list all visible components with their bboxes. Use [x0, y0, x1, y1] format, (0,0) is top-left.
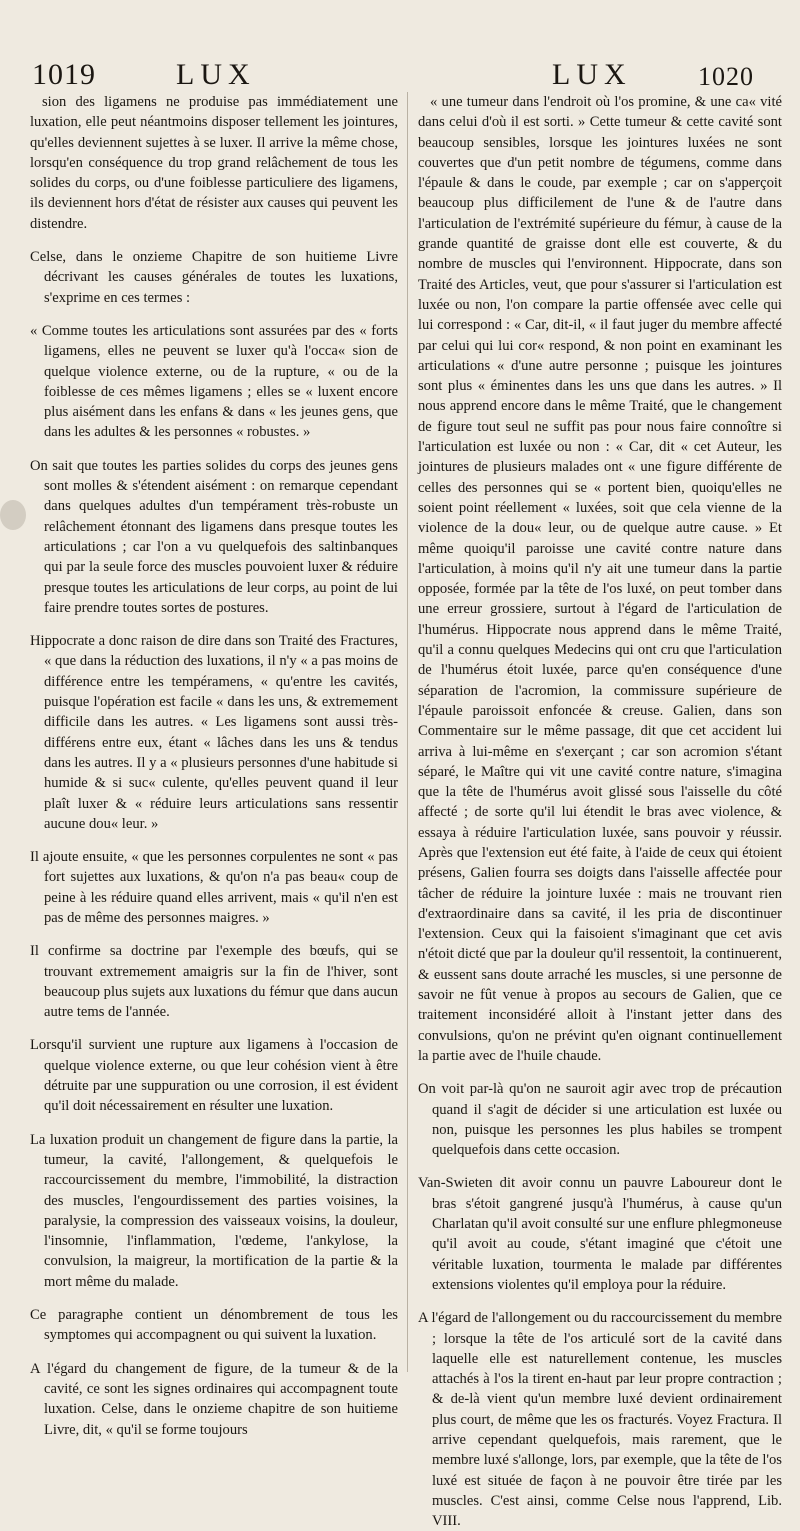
paragraph: Hippocrate a donc raison de dire dans son Traité des Fractures, « que dans la réduction des luxations, il n'y « a pas moins de différence entre les tempéramens, « qu'entre les cavités, puisque l'opération est facile « dans les uns, & extremement difficile dans les autres. « Les ligamens sont aussi très-différens entre eux, étant « lâches dans les uns & tendus dans les autres. Il y a « plusieurs personnes d'une habitude si humide & si suc« culente, qu'elles peuvent quand il leur plaît luxer & « réduire leurs articulations sans ressentir aucune dou« leur. » [30, 633, 398, 832]
paragraph: sion des ligamens ne produise pas immédiatement une luxation, elle peut néantmoins disposer tellement les jointures, qu'elles deviennent sujettes à se luxer. Il arrive la même chose, lorsqu'en conséquence du trop grand relâchement de tous les solides du corps, ou d'une foiblesse particuliere des ligamens, ils deviennent hors d'état de résister aux causes qui peuvent les distendre. [30, 94, 398, 232]
page-number-right: 1020 [698, 62, 754, 91]
paragraph: On voit par-là qu'on ne sauroit agir avec trop de précaution quand il s'agit de décider si une articulation est luxée ou non, puisque les personnes les plus habiles se trompent quelquefois dans cette occasion. [418, 1081, 782, 1159]
paragraph: A l'égard de l'allongement ou du raccourcissement du membre ; lorsque la tête de l'os articulé sort de la cavité dans laquelle elle est naturellement contenue, les muscles attachés à l'os la tirent en-haut par leur propre contraction ; & de-là vient qu'un membre luxé devient ordinairement plus court, de même que les os fracturés. Voyez Fractura. Il arrive cependant quelquefois, mais rarement, que le membre luxé s'allonge, lors, par exemple, que la tête de l'os luxé est située de façon à ne pouvoir être tirée par les muscles. C'est ainsi, comme Celse nous l'apprend, Lib. VIII. [418, 1310, 782, 1530]
paragraph: Celse, dans le onzieme Chapitre de son huitieme Livre décrivant les causes générales de toutes les luxations, s'exprime en ces termes : [30, 249, 398, 306]
column-divider [407, 92, 408, 1372]
running-title-left: LUX [176, 58, 256, 91]
paragraph: La luxation produit un changement de figure dans la partie, la tumeur, la cavité, l'allongement, & quelquefois le raccourcissement du membre, l'immobilité, la distraction des muscles, l'engourdissement des parties voisines, la paralysie, la compression des vaisseaux voisins, la douleur, l'insomnie, l'inflammation, l'œdeme, l'ankylose, la convulsion, la maigreur, la mortification de la partie & la mort même du malade. [30, 1131, 398, 1290]
page-number-left: 1019 [32, 58, 96, 91]
paragraph: Lorsqu'il survient une rupture aux ligamens à l'occasion de quelque violence externe, ou que leur cohésion vient à être détruite par une suppuration ou une corrosion, il est évident qu'il doit nécessairement en résulter une luxation. [30, 1037, 398, 1115]
quotation: « Comme toutes les articulations sont assurées par des « forts ligamens, elles ne peuvent se luxer qu'à l'occa« sion de quelque violence externe, ou de la rupture, « ou de la foiblesse de ces mêmes ligamens ; elles se « luxent encore plus aisément dans les enfans & dans « les jeunes gens, que dans les adultes & les personnes « robustes. » [30, 322, 398, 441]
paragraph: Il ajoute ensuite, « que les personnes corpulentes ne sont « pas fort sujettes aux luxations, & qu'on n'a pas beau« coup de peine à les réduire quand elles arrivent, mais « qu'il n'en est pas de même des personnes maigres. » [30, 849, 398, 926]
paragraph: Van-Swieten dit avoir connu un pauvre Laboureur dont le bras s'étoit gangrené jusqu'à l'humérus, à cause qu'un Charlatan qu'il avoit consulté sur une enflure phlegmoneuse qu'il avoit au coude, s'étant imaginé que c'étoit une véritable luxation, tourmenta le malade par différentes extensions violentes qu'il employa pour la réduire. [418, 1175, 782, 1293]
right-column [418, 92, 782, 1530]
running-header [0, 58, 800, 92]
paragraph: On sait que toutes les parties solides du corps des jeunes gens sont molles & s'étendent aisément : on remarque cependant dans quelques adultes d'un tempérament très-robuste un relâchement étonnant des ligamens dans presque toutes les articulations ; car l'on a vu quelquefois des saltinbanques qui par la seule force des muscles pouvoient luxer & réduire presque toutes les articulations de leur corps, au point de lui faire prendre toutes sortes de postures. [30, 457, 398, 616]
paragraph: A l'égard du changement de figure, de la tumeur & de la cavité, ce sont les signes ordinaires qui accompagnent toute luxation. Celse, dans le onzieme chapitre de son huitieme Livre, dit, « qu'il se forme toujours [30, 1360, 398, 1438]
paragraph: « une tumeur dans l'endroit où l'os promine, & une ca« vité dans celui d'où il est sorti. » Cette tumeur & cette cavité sont beaucoup sensibles, lorsque les jointures luxées ne sont couvertes que d'un petit nombre de tégumens, comme dans l'épaule & dans le coude, par exemple ; car on s'apperçoit beaucoup plus difficilement de l'une & de l'autre dans l'articulation de l'extrémité supérieure du fémur, à cause de la grande quantité de graisse dont elle est couverte, & du nombre de muscles qui l'environnent. Hippocrate, dans son Traité des Articles, veut, que pour s'assurer si l'articulation est luxée ou non, l'on compare la partie offensée avec celle qui lui correspond : « Car, dit-il, « il faut juger du membre affecté par celui qui lui cor« respond, & non point en examinant les articulations « d'une autre personne ; puisque les jointures sont plus « éminentes dans les uns que dans les autres. » Il nous apprend encore dans le même Traité, que le changement de figure tout seul ne suffit pas pour nous faire connoître si l'articulation est luxée ou non : « Car, dit « cet Auteur, les jointures de plusieurs malades ont « une figure différente de celles des personnes qui se « portent bien, quoiqu'elles ne soient point réellement « luxées, soit que cela vienne de la violence de la dou« leur, ou de quelque autre cause. » Et même quoiqu'il paroisse une cavité contre nature dans l'articulation, à moins qu'il n'y ait une tumeur dans la partie opposée, formée par la tête de l'os luxé, on peut tomber dans une erreur grossiere, surtout à l'égard de l'articulation de l'humérus. Hippocrate nous apprend dans le même Traité, qu'il a connu quelques Medecins qui ont cru que l'articulation de l'humérus étoit luxée, parce qu'en conséquence d'une séparation de l'acromion, la commissure supérieure de l'épaule paroissoit enfoncée & creuse. Galien, dans son Commentaire sur le même passage, dit que cet accident lui arriva à lui-même en s'exerçant ; car son acromion s'étant séparé, le Maître qui vit une cavité contre nature, s'imagina que la tête de l'humérus avoit glissé sous l'aisselle du côté affecté ; de sorte qu'il lui étendit le bras avec violence, & essaya à réduire l'articulation luxée, sans pouvoir y réussir. Après que l'extension eut été faite, à l'aide de ceux qui étoient présens, Galien fourra ses doigts dans l'aisselle affectée pour tâcher de réduire la jointure luxée : mais ne trouvant rien d'extraordinaire dans sa cavité, il les pria de discontinuer l'extension. Ceux qui la faisoient s'imaginant que cet avis n'étoit dicté que par la douleur qu'il ressentoit, la continuerent, & eussent sans doute arraché les muscles, si une personne de savoir ne fût venue à propos au secours de Galien, que ce traitement inconsidéré alloit à l'instant jetter dans des convulsions, qu'on ne prévint qu'en oignant continuellement la partie avec de l'huile chaude. [418, 94, 782, 1064]
paragraph: Il confirme sa doctrine par l'exemple des bœufs, qui se trouvant extremement amaigris sur la fin de l'hiver, sont beaucoup plus sujets aux luxations du fémur que dans aucun autre tems de l'année. [30, 943, 398, 1021]
paper-stain [0, 500, 26, 530]
running-title-right: LUX [552, 58, 632, 91]
left-column [30, 92, 398, 1438]
paragraph: Ce paragraphe contient un dénombrement de tous les symptomes qui accompagnent ou qui suivent la luxation. [30, 1307, 398, 1344]
